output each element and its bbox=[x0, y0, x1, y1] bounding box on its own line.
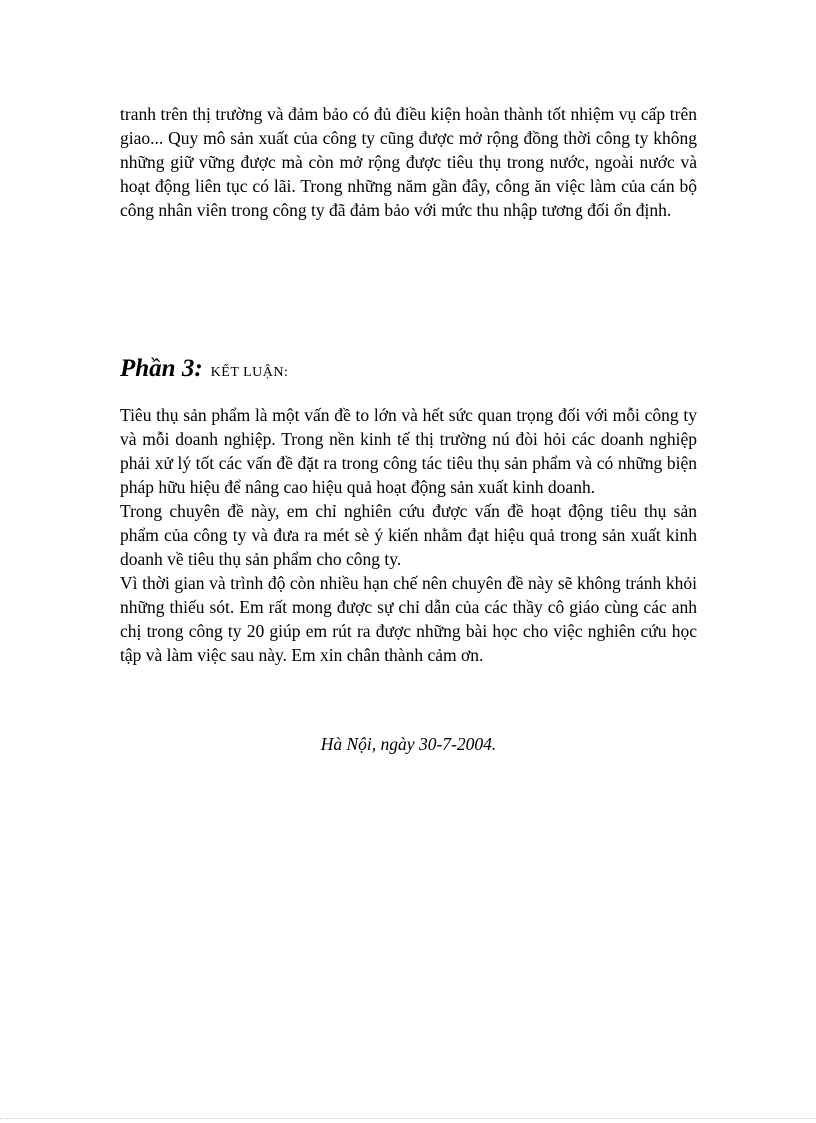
conclusion-paragraph: Vì thời gian và trình độ còn nhiều hạn chế nên chuyên đề này sẽ không tránh khỏi những thiếu sót. Em rất mong được sự chỉ dẫn của các thầy cô giáo cùng các anh chị trong công ty 20 giúp em rút ra được những bài học cho việc nghiên cứu học tập và làm việc sau này. Em xin chân thành cảm ơn. bbox=[120, 573, 697, 665]
section-number: Phần 3: bbox=[120, 355, 203, 382]
page-bottom-divider bbox=[0, 1118, 816, 1119]
conclusion-text-block bbox=[120, 403, 697, 667]
conclusion-paragraph: Trong chuyên đề này, em chỉ nghiên cứu được vấn đề hoạt động tiêu thụ sản phẩm của công ty và đưa ra mét sè ý kiến nhằm đạt hiệu quả trong sản xuất kinh doanh về tiêu thụ sản phẩm cho công ty. bbox=[120, 501, 697, 569]
date-line: Hà Nội, ngày 30-7-2004. bbox=[320, 734, 497, 754]
section-heading bbox=[120, 352, 697, 390]
intro-text-block bbox=[120, 102, 697, 222]
conclusion-paragraph: Tiêu thụ sản phẩm là một vấn đề to lớn và hết sức quan trọng đối với mỗi công ty và mỗi doanh nghiệp. Trong nền kinh tế thị trường nú đòi hỏi các doanh nghiệp phải xử lý tốt các vấn đề đặt ra trong công tác tiêu thụ sản phẩm và có những biện pháp hữu hiệu để nâng cao hiệu quả hoạt động sản xuất kinh doanh. bbox=[120, 405, 697, 497]
section-title: KẾT LUẬN: bbox=[210, 365, 289, 380]
intro-paragraph: tranh trên thị trường và đảm bảo có đủ điều kiện hoàn thành tốt nhiệm vụ cấp trên giao... Quy mô sản xuất của công ty cũng được mở rộng đồng thời công ty không những giữ vững được mà còn mở rộng được tiêu thụ trong nước, ngoài nước và hoạt động liên tục có lãi. Trong những năm gần đây, công ăn việc làm của cán bộ công nhân viên trong công ty đã đảm bảo với mức thu nhập tương đối ổn định. bbox=[120, 104, 697, 220]
